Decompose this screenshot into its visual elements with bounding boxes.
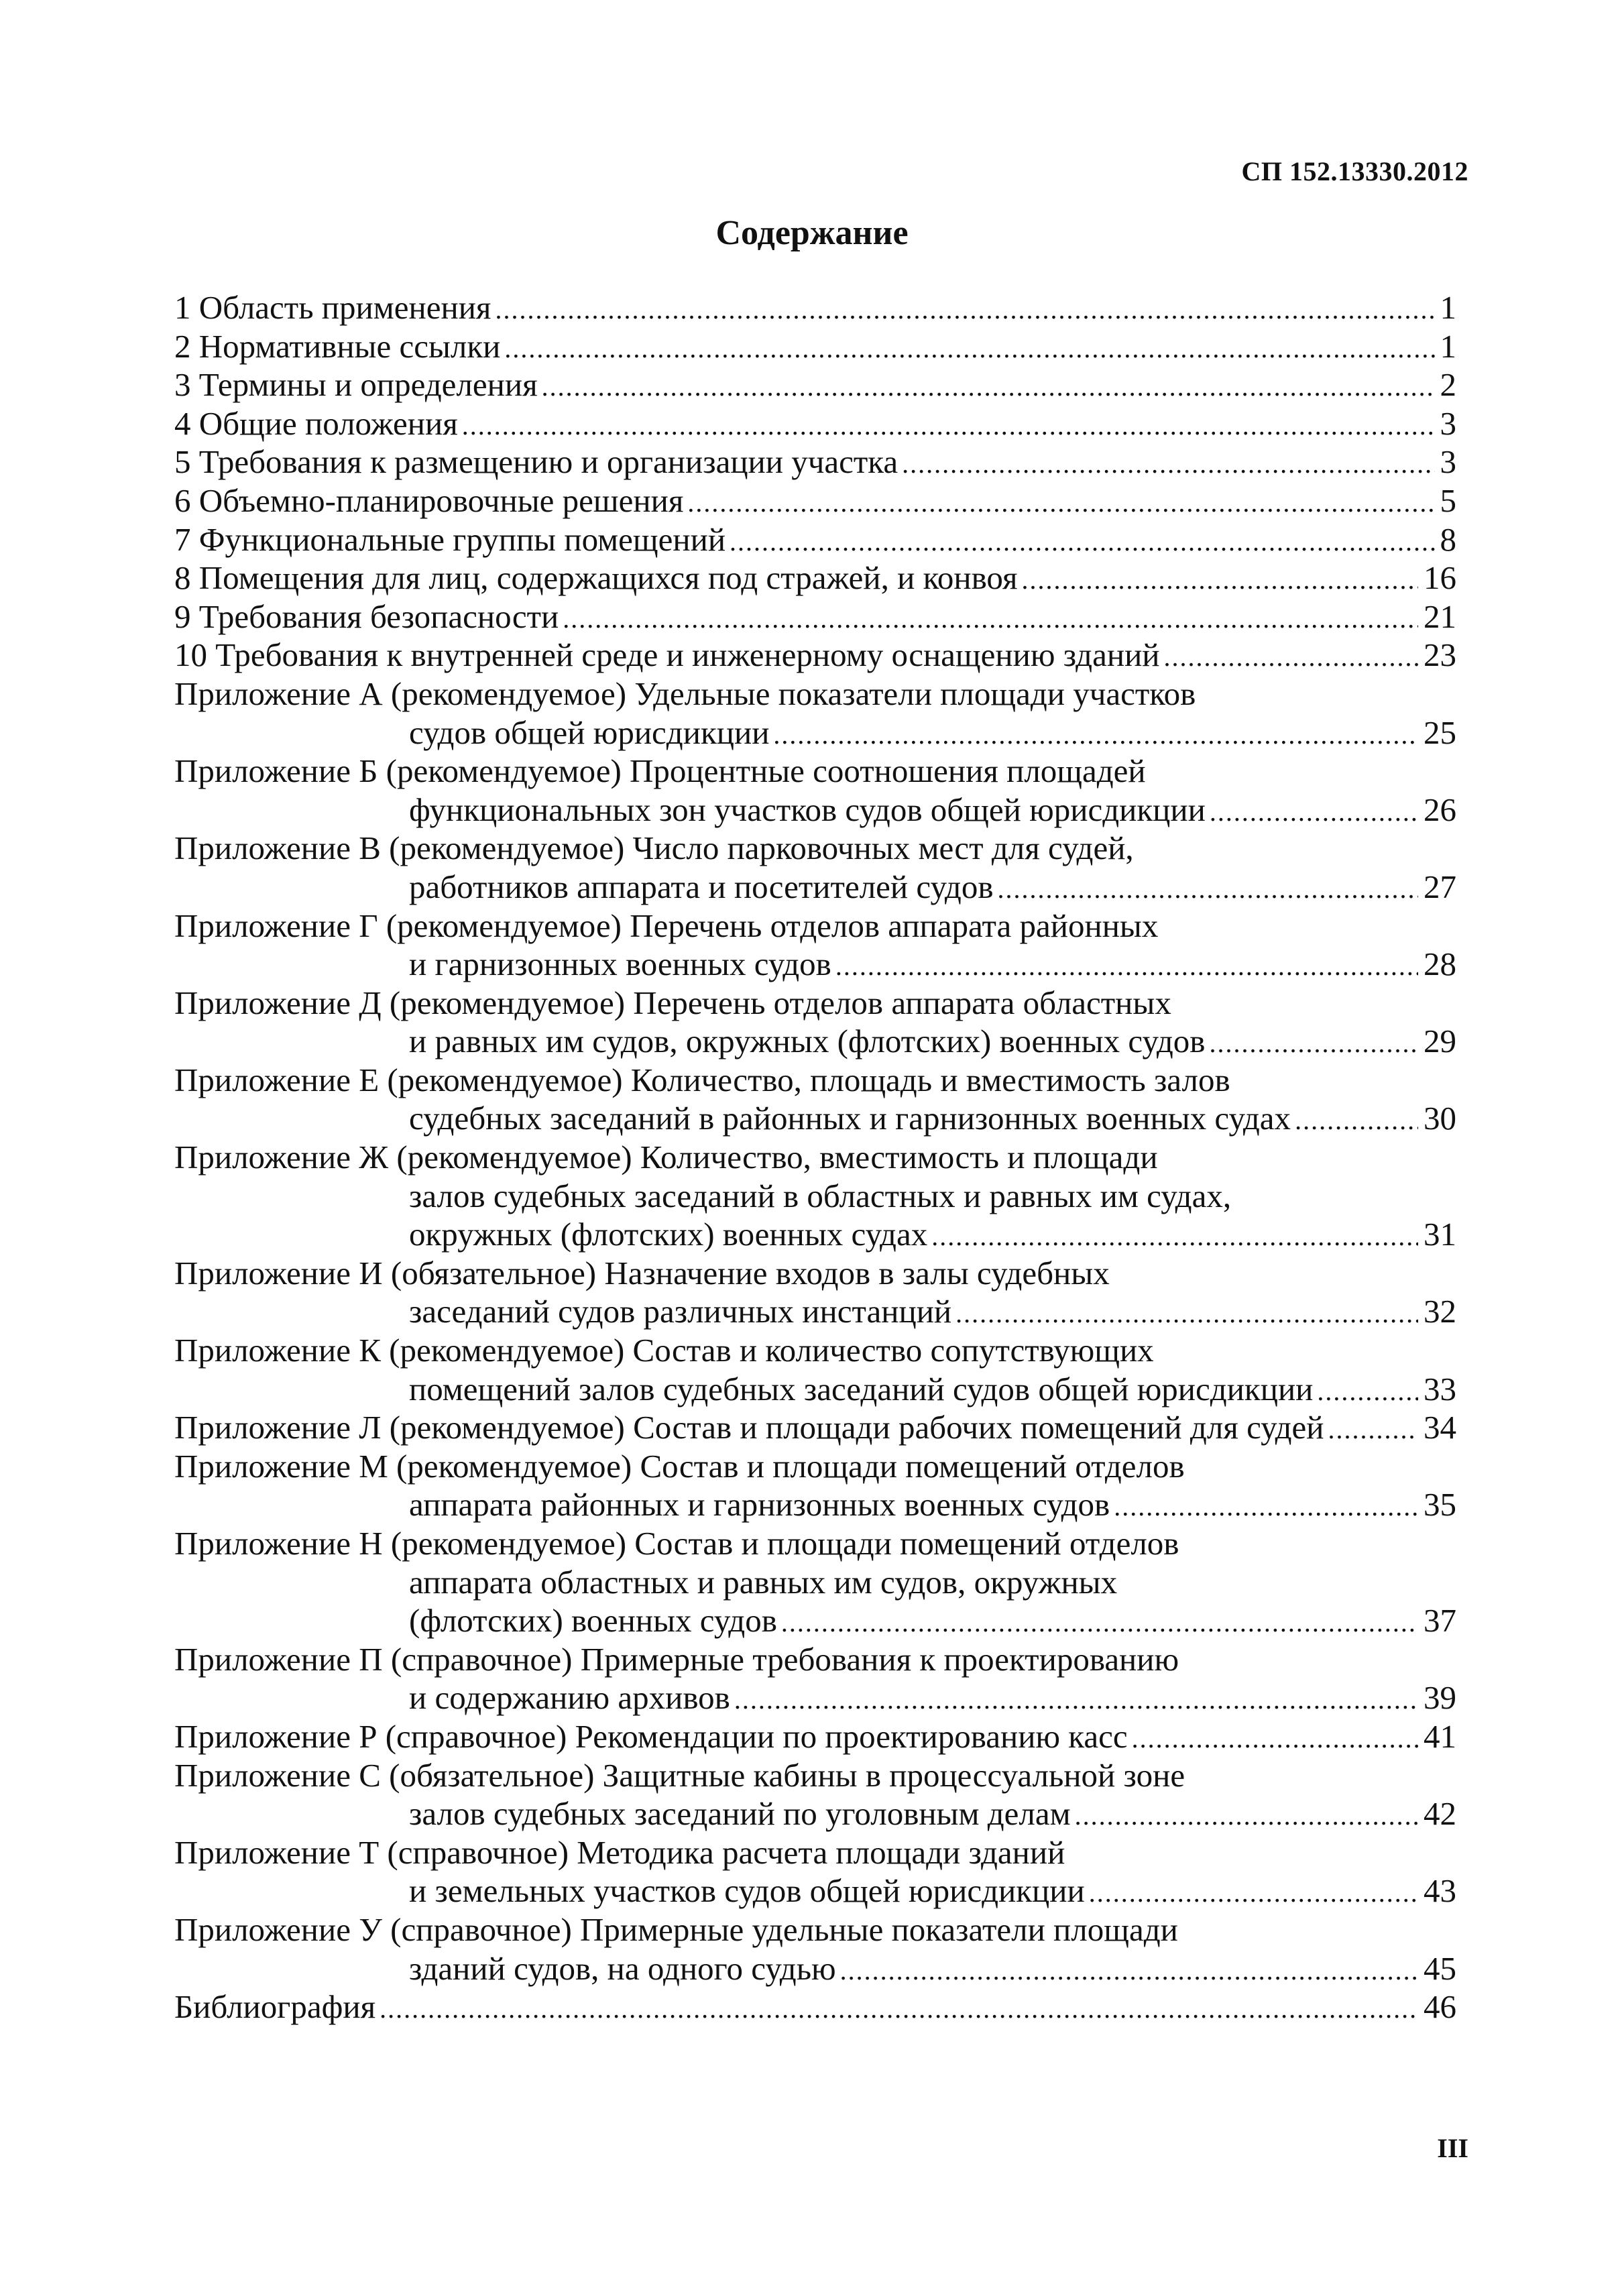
toc-entry-title: 10 Требования к внутренней среде и инженерному оснащению зданий: [174, 636, 1160, 674]
toc-entry: [174, 443, 1456, 481]
toc-entry-title: Библиография: [174, 1988, 376, 2026]
document-code: СП 152.13330.2012: [1241, 156, 1468, 186]
toc-entry-title: Приложение Т (справочное) Методика расчета площади зданий: [174, 1833, 1065, 1871]
toc-entry-title: судов общей юрисдикции: [409, 713, 770, 751]
toc-page-number: 25: [1424, 713, 1456, 751]
toc-entry-continuation: [174, 1601, 1456, 1640]
toc-entry: [174, 404, 1456, 443]
toc-page-number: 39: [1424, 1679, 1456, 1717]
toc-entry-continuation: [174, 1177, 1456, 1216]
toc-entry-title: судебных заседаний в районных и гарнизонных военных судах: [409, 1100, 1291, 1137]
toc-entry: [174, 1640, 1456, 1679]
dot-leader: [687, 483, 1434, 522]
toc-page-number: 5: [1440, 481, 1456, 519]
toc-entry-title: Приложение М (рекомендуемое) Состав и площади помещений отделов: [174, 1447, 1185, 1485]
dot-leader: [495, 290, 1434, 329]
toc-entry-title: и земельных участков судов общей юрисдикции: [409, 1872, 1085, 1910]
toc-entry-title: Приложение К (рекомендуемое) Состав и количество сопутствующих: [174, 1332, 1154, 1369]
toc-entry-continuation: [174, 1678, 1456, 1717]
toc-entry-continuation: [174, 791, 1456, 829]
dot-leader: [462, 406, 1435, 445]
toc-page-number: 28: [1424, 945, 1456, 983]
toc-page-number: 31: [1424, 1216, 1456, 1253]
toc-entry-title: Приложение Д (рекомендуемое) Перечень отделов аппарата областных: [174, 984, 1171, 1021]
toc-entry: [174, 1254, 1456, 1293]
dot-leader: [730, 522, 1434, 561]
toc-entry: [174, 520, 1456, 559]
toc-entry-continuation: [174, 1949, 1456, 1988]
toc-entry: [174, 597, 1456, 636]
toc-entry-title: Приложение У (справочное) Примерные удельные показатели площади: [174, 1910, 1178, 1948]
toc-page-number: 32: [1424, 1293, 1456, 1330]
dot-leader: [1295, 1101, 1418, 1140]
toc-page-number: 2: [1440, 366, 1456, 404]
toc-entry-continuation: [174, 1563, 1456, 1602]
toc-entry: [174, 1756, 1456, 1795]
toc-entry-title: 3 Термины и определения: [174, 366, 538, 404]
toc-page-number: 27: [1424, 868, 1456, 905]
toc-entry-continuation: [174, 1794, 1456, 1833]
page-title: Содержание: [715, 214, 909, 252]
toc-entry: [174, 636, 1456, 675]
toc-entry-continuation: [174, 1215, 1456, 1254]
dot-leader: [1114, 1487, 1418, 1526]
toc-entry-continuation: [174, 1099, 1456, 1138]
toc-entry-title: 1 Область применения: [174, 289, 491, 326]
toc-page-number: 29: [1424, 1023, 1456, 1060]
toc-entry-title: аппарата районных и гарнизонных военных судов: [409, 1486, 1110, 1524]
toc-entry-continuation: [174, 1292, 1456, 1331]
dot-leader: [1022, 561, 1418, 599]
dot-leader: [563, 599, 1418, 638]
toc-entry-title: залов судебных заседаний по уголовным делам: [409, 1795, 1071, 1833]
toc-entry-title: Приложение Ж (рекомендуемое) Количество, вместимость и площади: [174, 1139, 1158, 1176]
toc-entry-title: зданий судов, на одного судью: [409, 1949, 836, 1987]
toc-entry-title: Приложение Б (рекомендуемое) Процентные соотношения площадей: [174, 752, 1146, 790]
toc-entry: [174, 1988, 1456, 2026]
toc-entry-title: 4 Общие положения: [174, 404, 458, 442]
toc-page-number: 43: [1424, 1872, 1456, 1910]
dot-leader: [542, 367, 1435, 406]
dot-leader: [380, 1990, 1418, 2028]
dot-leader: [840, 1951, 1418, 1990]
toc-entry-continuation: [174, 1370, 1456, 1409]
toc-entry-title: 8 Помещения для лиц, содержащихся под стражей, и конвоя: [174, 559, 1018, 597]
toc-entry-title: аппарата областных и равных им судов, окружных: [409, 1563, 1118, 1601]
toc-entry-continuation: [174, 1485, 1456, 1524]
toc-page-number: 42: [1424, 1795, 1456, 1833]
toc-entry-title: залов судебных заседаний в областных и равных им судах,: [409, 1177, 1232, 1214]
dot-leader: [1210, 793, 1418, 831]
dot-leader: [781, 1603, 1418, 1642]
toc-entry: [174, 1717, 1456, 1756]
toc-entry: [174, 481, 1456, 520]
dot-leader: [1075, 1796, 1418, 1835]
toc-entry-title: Приложение С (обязательное) Защитные кабины в процессуальной зоне: [174, 1756, 1185, 1794]
toc-entry: [174, 1061, 1456, 1100]
toc-page-number: 33: [1424, 1370, 1456, 1408]
toc-entry-title: помещений залов судебных заседаний судов общей юрисдикции: [409, 1370, 1314, 1408]
toc-page-number: 26: [1424, 791, 1456, 828]
toc-entry: [174, 365, 1456, 404]
toc-entry-title: Приложение Н (рекомендуемое) Состав и площади помещений отделов: [174, 1525, 1179, 1562]
toc-entry: [174, 1910, 1456, 1949]
toc-entry: [174, 1408, 1456, 1447]
toc-page-number: 23: [1424, 636, 1456, 674]
table-of-contents: [174, 288, 1456, 2026]
toc-page-number: 30: [1424, 1100, 1456, 1137]
toc-entry-title: работников аппарата и посетителей судов: [409, 868, 994, 905]
toc-entry-title: заседаний судов различных инстанций: [409, 1293, 952, 1330]
toc-entry-title: 5 Требования к размещению и организации участка: [174, 443, 898, 481]
toc-entry-title: Приложение Е (рекомендуемое) Количество, площадь и вместимость залов: [174, 1061, 1230, 1098]
dot-leader: [931, 1217, 1418, 1256]
dot-leader: [1132, 1719, 1418, 1758]
toc-entry-title: Приложение В (рекомендуемое) Число парковочных мест для судей,: [174, 829, 1134, 867]
toc-entry: [174, 1833, 1456, 1872]
dot-leader: [835, 947, 1418, 986]
dot-leader: [902, 445, 1434, 483]
toc-entry-title: и равных им судов, окружных (флотских) военных судов: [409, 1023, 1206, 1060]
toc-entry: [174, 288, 1456, 327]
toc-page-number: 1: [1440, 289, 1456, 326]
dot-leader: [955, 1294, 1418, 1333]
toc-entry-title: Приложение Г (рекомендуемое) Перечень отделов аппарата районных: [174, 907, 1159, 944]
toc-entry-title: Приложение Р (справочное) Рекомендации по проектированию касс: [174, 1717, 1128, 1755]
dot-leader: [773, 715, 1418, 754]
dot-leader: [997, 870, 1418, 909]
toc-page-number: 1: [1440, 327, 1456, 365]
toc-page-number: 45: [1424, 1949, 1456, 1987]
toc-page-number: 3: [1440, 404, 1456, 442]
toc-page-number: 37: [1424, 1602, 1456, 1640]
toc-entry-title: 7 Функциональные группы помещений: [174, 520, 726, 558]
toc-entry: [174, 829, 1456, 868]
toc-entry-title: Приложение Л (рекомендуемое) Состав и площади рабочих помещений для судей: [174, 1409, 1324, 1446]
page-number: III: [1437, 2133, 1468, 2163]
toc-entry-title: 9 Требования безопасности: [174, 597, 559, 635]
toc-entry-title: 6 Объемно-планировочные решения: [174, 481, 684, 519]
toc-entry-title: Приложение И (обязательное) Назначение входов в залы судебных: [174, 1254, 1110, 1292]
toc-page-number: 21: [1424, 597, 1456, 635]
toc-entry-continuation: [174, 1022, 1456, 1061]
toc-entry: [174, 1138, 1456, 1177]
dot-leader: [504, 329, 1434, 368]
toc-entry: [174, 327, 1456, 366]
toc-entry-continuation: [174, 868, 1456, 907]
toc-entry: [174, 1331, 1456, 1370]
dot-leader: [1209, 1024, 1418, 1063]
toc-entry: [174, 1524, 1456, 1563]
toc-page-number: 34: [1424, 1409, 1456, 1446]
toc-page-number: 41: [1424, 1717, 1456, 1755]
toc-page-number: 46: [1424, 1988, 1456, 2026]
toc-entry: [174, 1447, 1456, 1486]
dot-leader: [1317, 1372, 1418, 1411]
toc-entry-title: Приложение А (рекомендуемое) Удельные показатели площади участков: [174, 675, 1196, 712]
toc-page-number: 3: [1440, 443, 1456, 481]
toc-entry-title: 2 Нормативные ссылки: [174, 327, 501, 365]
toc-entry-continuation: [174, 945, 1456, 984]
toc-page-number: 35: [1424, 1486, 1456, 1524]
toc-entry-title: и содержанию архивов: [409, 1679, 730, 1717]
toc-entry-title: и гарнизонных военных судов: [409, 945, 831, 983]
toc-entry-title: (флотских) военных судов: [409, 1602, 777, 1640]
toc-entry-title: Приложение П (справочное) Примерные требования к проектированию: [174, 1640, 1179, 1678]
toc-page-number: 16: [1424, 559, 1456, 597]
toc-page-number: 8: [1440, 520, 1456, 558]
toc-entry: [174, 984, 1456, 1023]
toc-entry-continuation: [174, 1872, 1456, 1910]
dot-leader: [734, 1680, 1418, 1719]
dot-leader: [1328, 1410, 1419, 1449]
dot-leader: [1164, 638, 1418, 677]
toc-entry-title: окружных (флотских) военных судах: [409, 1216, 928, 1253]
toc-entry: [174, 752, 1456, 791]
toc-entry: [174, 559, 1456, 597]
toc-entry-continuation: [174, 713, 1456, 752]
toc-entry: [174, 907, 1456, 945]
toc-entry: [174, 675, 1456, 713]
toc-entry-title: функциональных зон участков судов общей юрисдикции: [409, 791, 1206, 828]
dot-leader: [1089, 1874, 1418, 1912]
